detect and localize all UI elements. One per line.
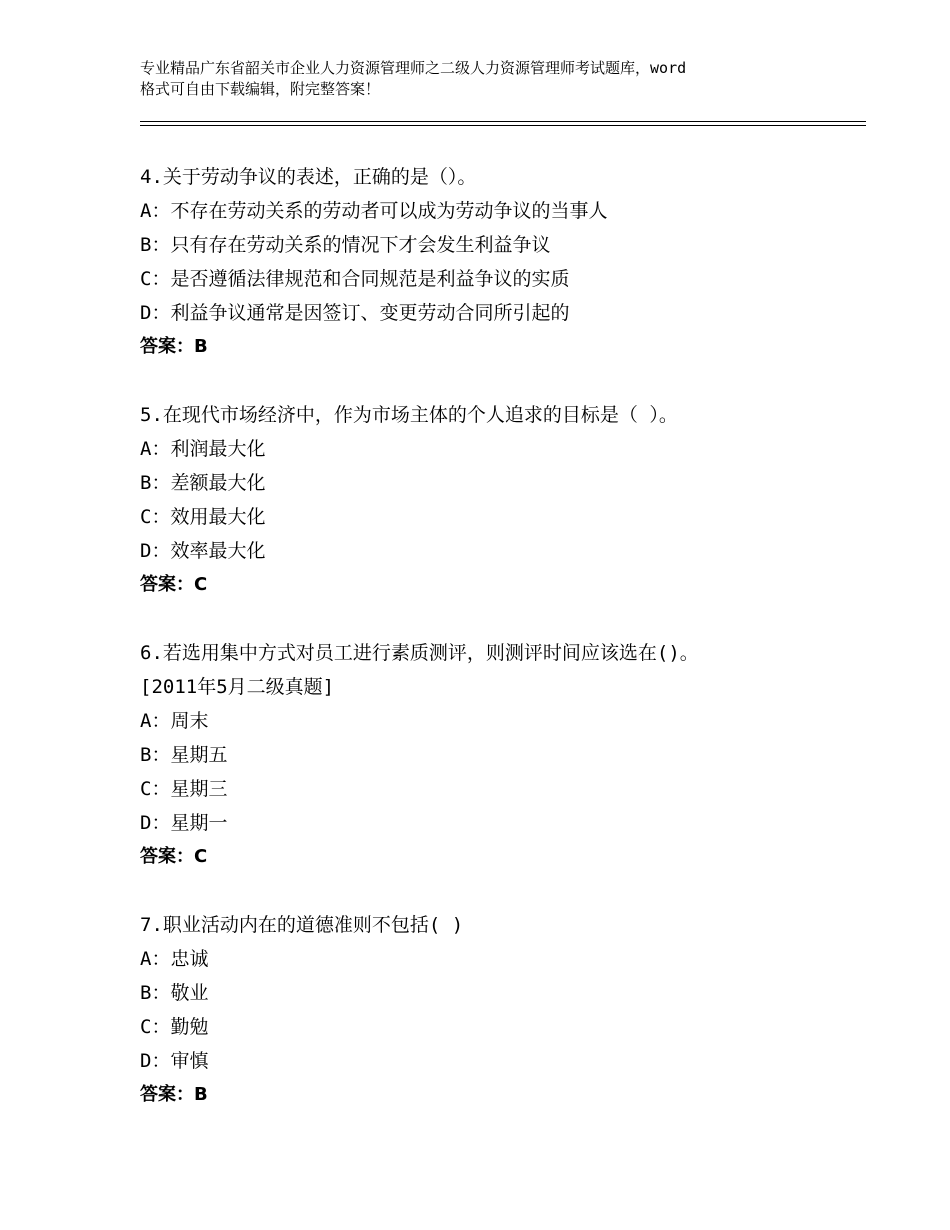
option-d: D：效率最大化 [140, 540, 266, 562]
option-d: D：审慎 [140, 1050, 209, 1072]
question-6 [140, 636, 860, 874]
question-source: [2011年5月二级真题] [140, 676, 335, 698]
header-line-1: 专业精品广东省韶关市企业人力资源管理师之二级人力资源管理师考试题库，word [140, 59, 687, 77]
question-stem: 6.若选用集中方式对员工进行素质测评，则测评时间应该选在()。 [140, 642, 699, 664]
question-stem: 7.职业活动内在的道德准则不包括( ) [140, 914, 464, 936]
header-rule-top [140, 121, 866, 122]
option-b: B：敬业 [140, 982, 209, 1004]
option-c: C：星期三 [140, 778, 228, 800]
answer: 答案：C [140, 846, 208, 867]
option-a: A：利润最大化 [140, 438, 266, 460]
question-5 [140, 398, 860, 602]
answer: 答案：B [140, 336, 208, 357]
option-a: A：忠诚 [140, 948, 209, 970]
header-rule-bottom [140, 125, 866, 126]
answer: 答案：C [140, 574, 208, 595]
question-stem: 4.关于劳动争议的表述，正确的是（）。 [140, 166, 477, 188]
question-list [140, 160, 860, 1146]
option-d: D：星期一 [140, 812, 228, 834]
header-line-2: 格式可自由下载编辑，附完整答案！ [140, 80, 381, 98]
option-b: B：差额最大化 [140, 472, 266, 494]
option-c: C：勤勉 [140, 1016, 209, 1038]
question-4 [140, 160, 860, 364]
document-header [140, 58, 840, 100]
option-c: C：是否遵循法律规范和合同规范是利益争议的实质 [140, 268, 570, 290]
option-c: C：效用最大化 [140, 506, 266, 528]
option-a: A：不存在劳动关系的劳动者可以成为劳动争议的当事人 [140, 200, 608, 222]
question-stem: 5.在现代市场经济中，作为市场主体的个人追求的目标是（ ）。 [140, 404, 678, 426]
answer: 答案：B [140, 1084, 208, 1105]
option-b: B：星期五 [140, 744, 228, 766]
option-d: D：利益争议通常是因签订、变更劳动合同所引起的 [140, 302, 570, 324]
question-7 [140, 908, 860, 1112]
option-a: A：周末 [140, 710, 209, 732]
option-b: B：只有存在劳动关系的情况下才会发生利益争议 [140, 234, 551, 256]
